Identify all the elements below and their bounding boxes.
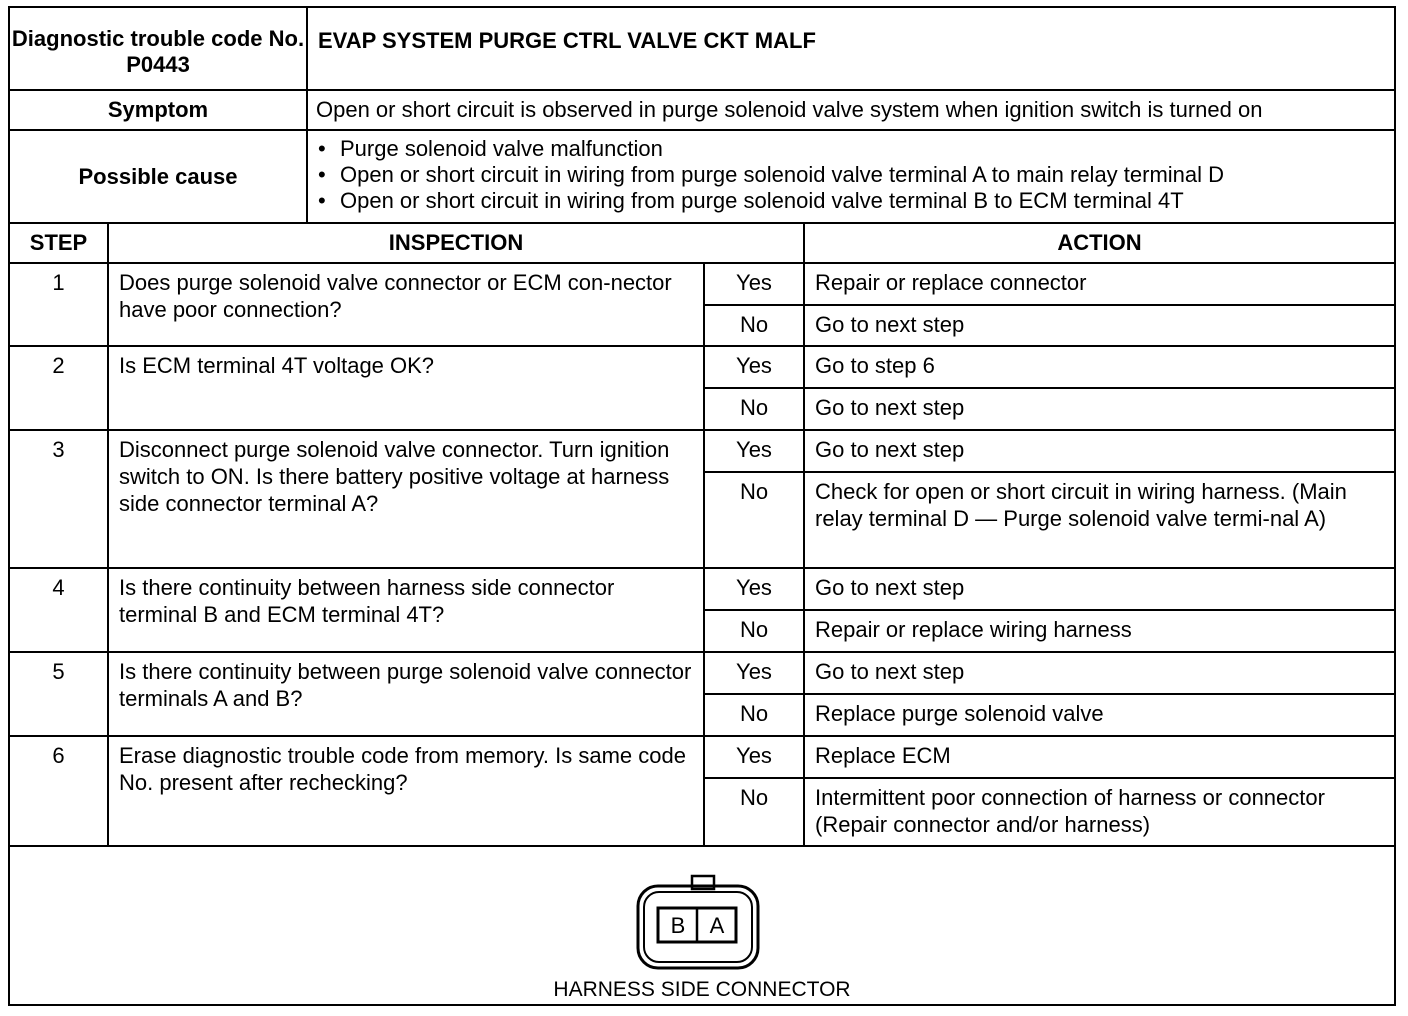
inspection-header-row [10,223,1394,263]
table-row [10,430,1394,472]
step-inspection: Disconnect purge solenoid valve connector. Turn ignition switch to ON. Is there battery positive voltage at harness side connector terminal A? [108,430,704,568]
dtc-title: EVAP SYSTEM PURGE CTRL VALVE CKT MALF [307,8,1394,90]
terminal-a-label: A [709,913,725,938]
action-column-header: ACTION [804,223,1394,263]
dtc-header-table [10,8,1394,224]
yes-label: Yes [704,568,804,610]
yes-action: Go to next step [804,430,1394,472]
no-action: Replace purge solenoid valve [804,694,1394,736]
harness-connector-diagram [634,874,762,974]
no-action: Check for open or short circuit in wiring harness. (Main relay terminal D — Purge solenoid valve termi-nal A) [804,472,1394,568]
yes-label: Yes [704,263,804,305]
step-column-header: STEP [10,223,108,263]
possible-cause-label: Possible cause [10,130,307,223]
possible-cause-cell [307,130,1394,223]
step-number: 3 [10,430,108,568]
connector-diagram-area [10,844,1394,1004]
cause-item: • Open or short circuit in wiring from purge solenoid valve terminal A to main relay terminal D [340,162,1394,188]
connector-caption: HARNESS SIDE CONNECTOR [553,978,851,1001]
no-label: No [704,694,804,736]
table-row [10,568,1394,610]
diagnostic-sheet [8,6,1396,1006]
step-number: 2 [10,346,108,430]
step-number: 6 [10,736,108,846]
yes-label: Yes [704,652,804,694]
yes-action: Go to next step [804,652,1394,694]
yes-action: Go to next step [804,568,1394,610]
table-row [10,736,1394,778]
no-label: No [704,610,804,652]
step-inspection: Is there continuity between harness side connector terminal B and ECM terminal 4T? [108,568,704,652]
step-number: 4 [10,568,108,652]
inspection-column-header: INSPECTION [108,223,804,263]
step-number: 5 [10,652,108,736]
table-row [10,652,1394,694]
inspection-table [10,222,1394,847]
yes-action: Go to step 6 [804,346,1394,388]
table-row [10,263,1394,305]
no-action: Go to next step [804,305,1394,346]
step-inspection: Is there continuity between purge solenoid valve connector terminals A and B? [108,652,704,736]
yes-label: Yes [704,430,804,472]
symptom-text: Open or short circuit is observed in purge solenoid valve system when ignition switch is turned on [307,90,1394,130]
step-inspection: Erase diagnostic trouble code from memory. Is same code No. present after rechecking? [108,736,704,846]
cause-item: • Purge solenoid valve malfunction [340,136,1394,162]
dtc-label: Diagnostic trouble code No. P0443 [10,8,307,90]
step-number: 1 [10,263,108,346]
yes-action: Replace ECM [804,736,1394,778]
no-label: No [704,305,804,346]
yes-label: Yes [704,346,804,388]
step-inspection: Does purge solenoid valve connector or ECM con-nector have poor connection? [108,263,704,346]
no-label: No [704,388,804,430]
no-label: No [704,778,804,846]
no-action: Intermittent poor connection of harness or connector (Repair connector and/or harness) [804,778,1394,846]
possible-cause-list [308,131,1394,220]
cause-item: • Open or short circuit in wiring from purge solenoid valve terminal B to ECM terminal 4T [340,188,1394,214]
terminal-b-label: B [670,913,686,938]
symptom-label: Symptom [10,90,307,130]
step-inspection: Is ECM terminal 4T voltage OK? [108,346,704,430]
no-action: Go to next step [804,388,1394,430]
yes-label: Yes [704,736,804,778]
no-label: No [704,472,804,568]
no-action: Repair or replace wiring harness [804,610,1394,652]
yes-action: Repair or replace connector [804,263,1394,305]
table-row [10,346,1394,388]
